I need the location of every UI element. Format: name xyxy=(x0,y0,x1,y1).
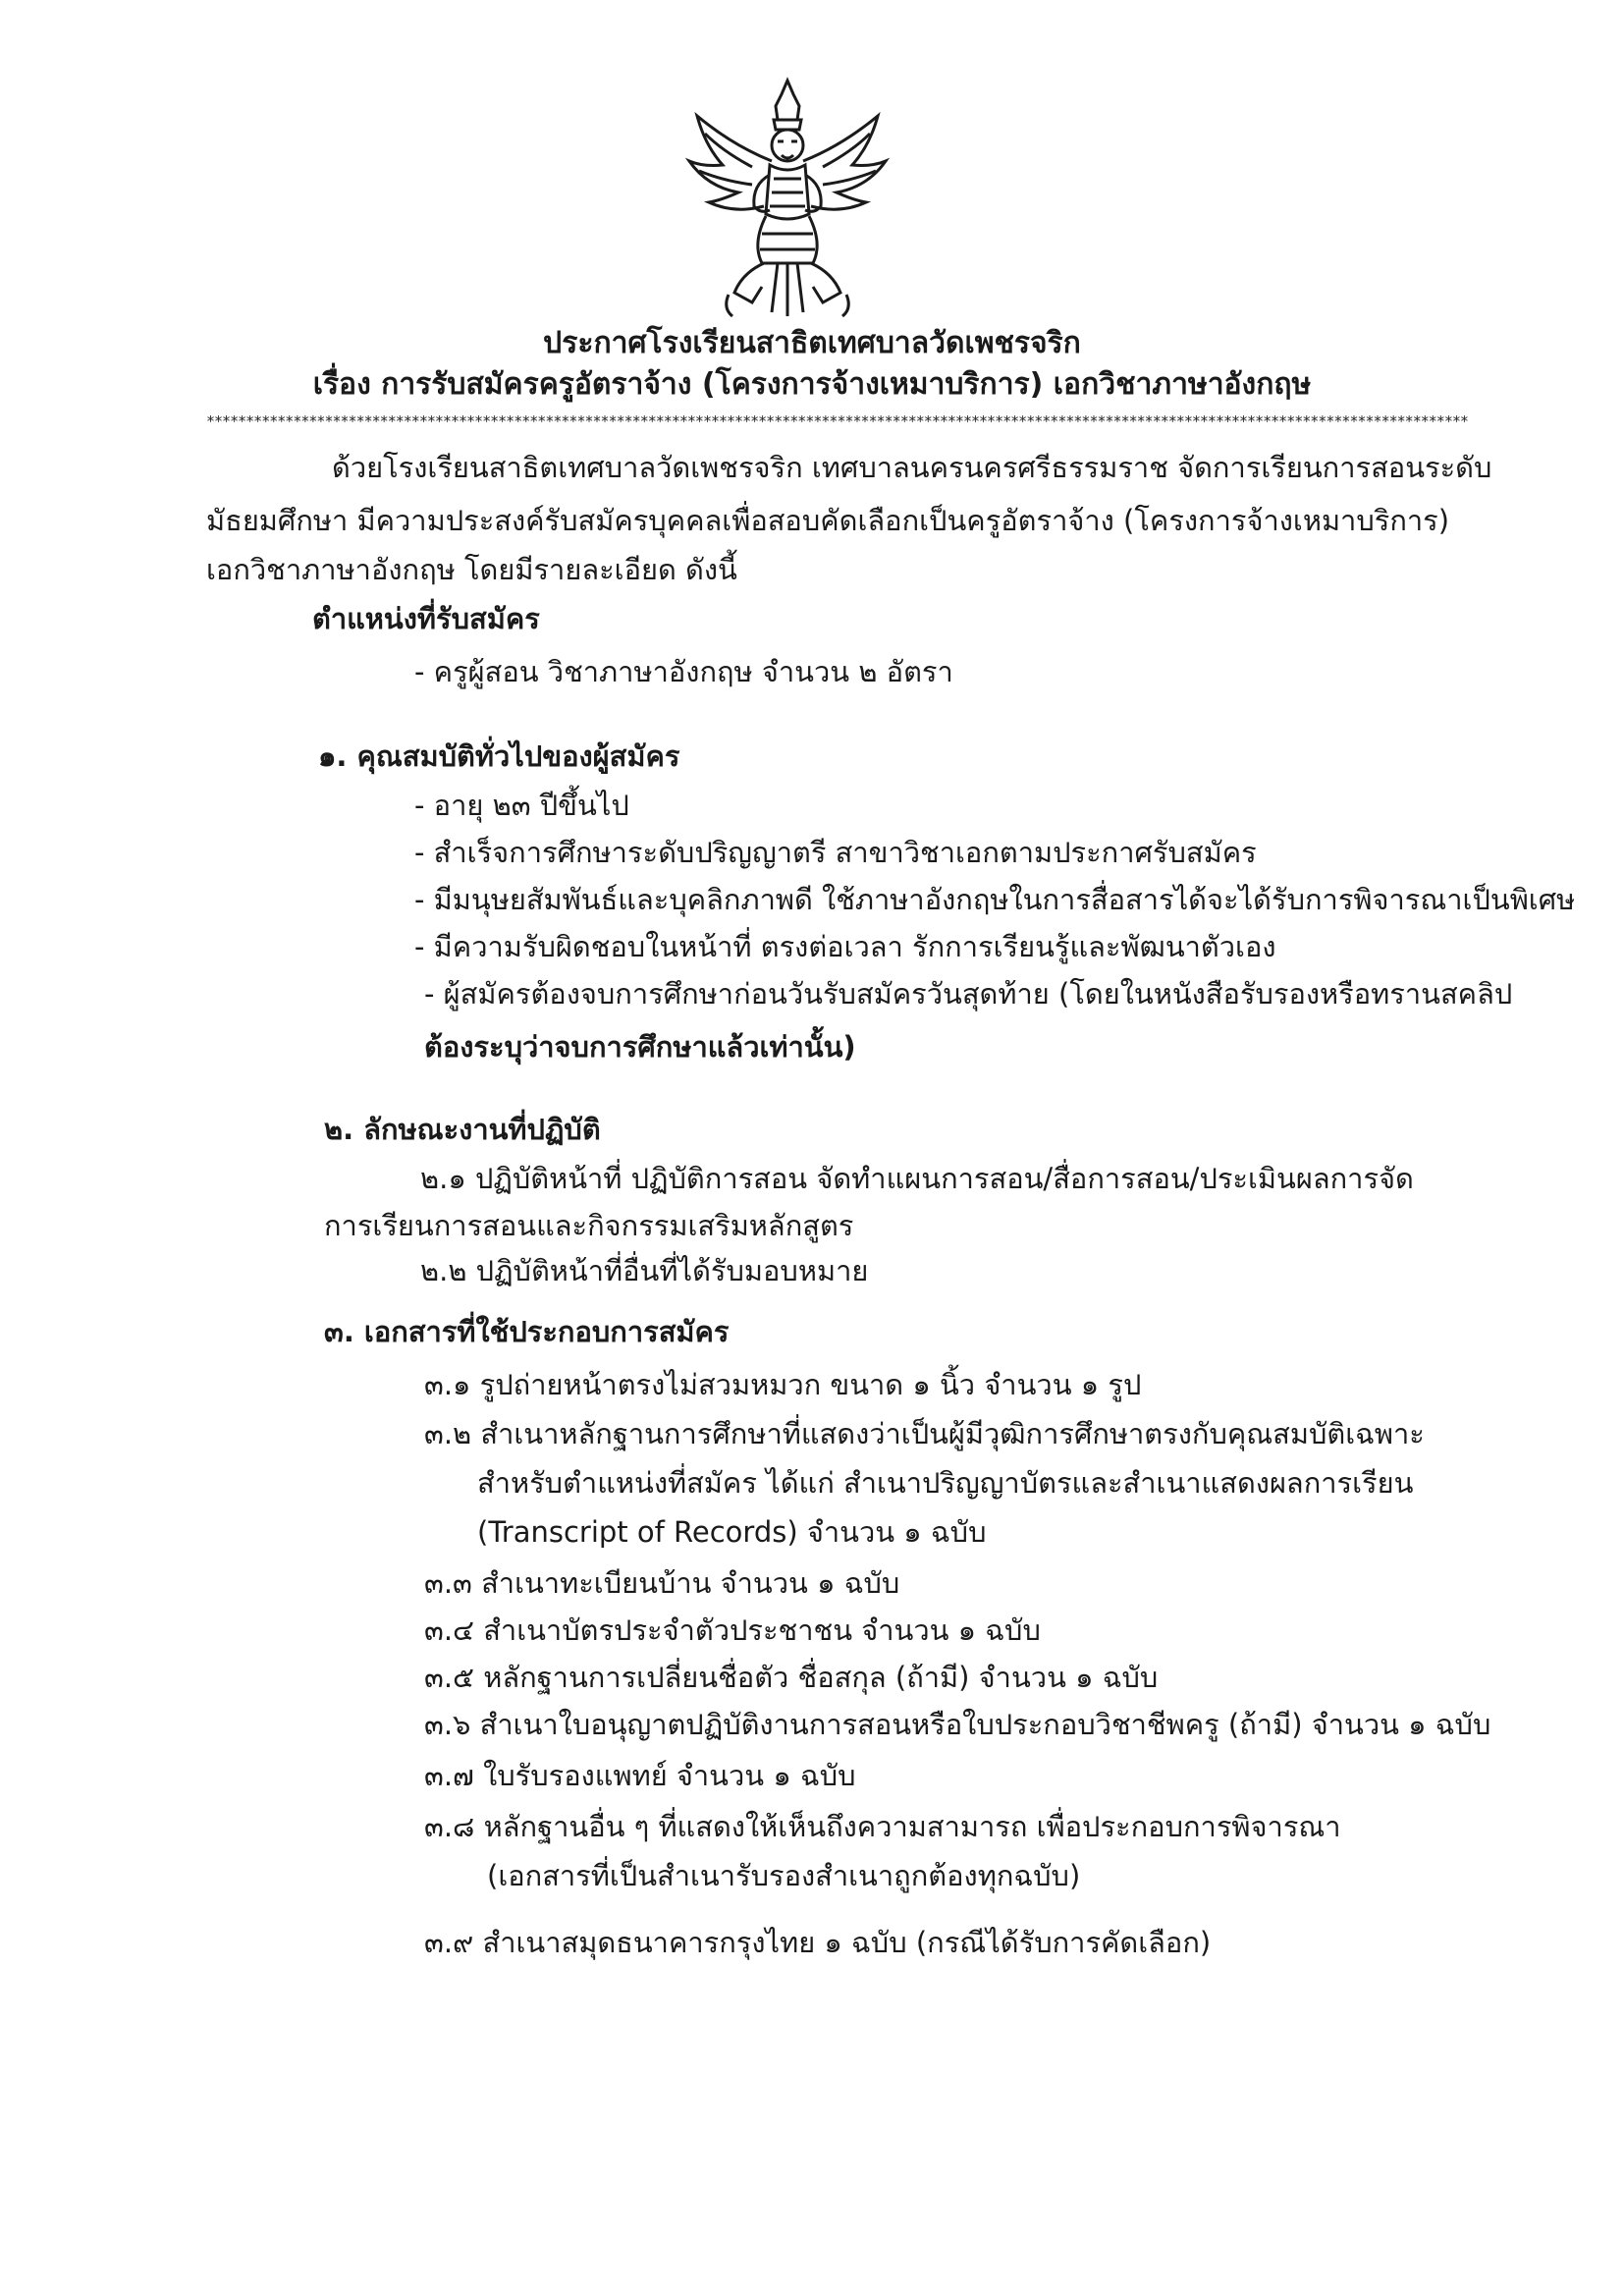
section-2-item-1-cont: การเรียนการสอนและกิจกรรมเสริมหลักสูตร xyxy=(324,1209,854,1242)
separator-line: **************************************************************************************************************************************************************** xyxy=(206,412,1468,430)
section-3-item: ๓.๓ สำเนาทะเบียนบ้าน จำนวน ๑ ฉบับ xyxy=(424,1566,900,1600)
section-3-item-cont: (เอกสารที่เป็นสำเนารับรองสำเนาถูกต้องทุกฉบับ) xyxy=(487,1859,1081,1892)
garuda-emblem xyxy=(683,77,892,320)
section-2-item-1: ๒.๑ ปฏิบัติหน้าที่ ปฏิบัติการสอน จัดทำแผนการสอน/สื่อการสอน/ประเมินผลการจัด xyxy=(420,1162,1414,1195)
position-heading: ตำแหน่งที่รับสมัคร xyxy=(312,602,540,635)
section-1-item: - สำเร็จการศึกษาระดับปริญญาตรี สาขาวิชาเอกตามประกาศรับสมัคร xyxy=(414,836,1257,869)
section-3-item: ๓.๒ สำเนาหลักฐานการศึกษาที่แสดงว่าเป็นผู้มีวุฒิการศึกษาตรงกับคุณสมบัติเฉพาะ xyxy=(424,1417,1425,1450)
announcement-title: ประกาศโรงเรียนสาธิตเทศบาลวัดเพชรจริก xyxy=(543,326,1081,360)
section-3-item: ๓.๙ สำเนาสมุดธนาคารกรุงไทย ๑ ฉบับ (กรณีได้รับการคัดเลือก) xyxy=(424,1926,1212,1959)
section-3-item: ๓.๑ รูปถ่ายหน้าตรงไม่สวมหมวก ขนาด ๑ นิ้ว จำนวน ๑ รูป xyxy=(424,1368,1142,1401)
intro-line-2: มัธยมศึกษา มีความประสงค์รับสมัครบุคคลเพื่อสอบคัดเลือกเป็นครูอัตราจ้าง (โครงการจ้างเหมาบริการ) xyxy=(206,504,1450,537)
section-3-item-cont: (Transcript of Records) จำนวน ๑ ฉบับ xyxy=(477,1515,987,1549)
section-2-heading: ๒. ลักษณะงานที่ปฏิบัติ xyxy=(324,1113,601,1146)
section-3-item: ๓.๗ ใบรับรองแพทย์ จำนวน ๑ ฉบับ xyxy=(424,1759,856,1792)
section-1-heading: ๑. คุณสมบัติทั่วไปของผู้สมัคร xyxy=(318,739,680,773)
section-3-item: ๓.๘ หลักฐานอื่น ๆ ที่แสดงให้เห็นถึงความสามารถ เพื่อประกอบการพิจารณา xyxy=(424,1810,1341,1843)
section-1-note: ต้องระบุว่าจบการศึกษาแล้วเท่านั้น) xyxy=(424,1030,856,1064)
section-1-item: - ผู้สมัครต้องจบการศึกษาก่อนวันรับสมัครวันสุดท้าย (โดยในหนังสือรับรองหรือทรานสคลิป xyxy=(424,977,1513,1011)
announcement-subject: เรื่อง การรับสมัครครูอัตราจ้าง (โครงการจ้างเหมาบริการ) เอกวิชาภาษาอังกฤษ xyxy=(312,367,1312,402)
intro-line-3: เอกวิชาภาษาอังกฤษ โดยมีรายละเอียด ดังนี้ xyxy=(206,553,737,586)
section-3-heading: ๓. เอกสารที่ใช้ประกอบการสมัคร xyxy=(324,1315,730,1348)
section-3-item: ๓.๔ สำเนาบัตรประจำตัวประชาชน จำนวน ๑ ฉบับ xyxy=(424,1613,1041,1647)
section-1-item: - อายุ ๒๓ ปีขึ้นไป xyxy=(414,789,629,822)
section-3-item-cont: สำหรับตำแหน่งที่สมัคร ได้แก่ สำเนาปริญญาบัตรและสำเนาแสดงผลการเรียน xyxy=(477,1466,1414,1500)
position-item: - ครูผู้สอน วิชาภาษาอังกฤษ จำนวน ๒ อัตรา xyxy=(414,655,953,688)
section-3-item: ๓.๕ หลักฐานการเปลี่ยนชื่อตัว ชื่อสกุล (ถ้ามี) จำนวน ๑ ฉบับ xyxy=(424,1661,1159,1694)
section-1-item: - มีความรับผิดชอบในหน้าที่ ตรงต่อเวลา รักการเรียนรู้และพัฒนาตัวเอง xyxy=(414,930,1276,963)
section-3-item: ๓.๖ สำเนาใบอนุญาตปฏิบัติงานการสอนหรือใบประกอบวิชาชีพครู (ถ้ามี) จำนวน ๑ ฉบับ xyxy=(424,1708,1491,1741)
section-2-item-2: ๒.๒ ปฏิบัติหน้าที่อื่นที่ได้รับมอบหมาย xyxy=(420,1254,869,1287)
section-1-item: - มีมนุษยสัมพันธ์และบุคลิกภาพดี ใช้ภาษาอังกฤษในการสื่อสารได้จะได้รับการพิจารณาเป็นพิเศษ xyxy=(414,883,1576,916)
intro-line-1: ด้วยโรงเรียนสาธิตเทศบาลวัดเพชรจริก เทศบาลนครนครศรีธรรมราช จัดการเรียนการสอนระดับ xyxy=(332,451,1492,484)
